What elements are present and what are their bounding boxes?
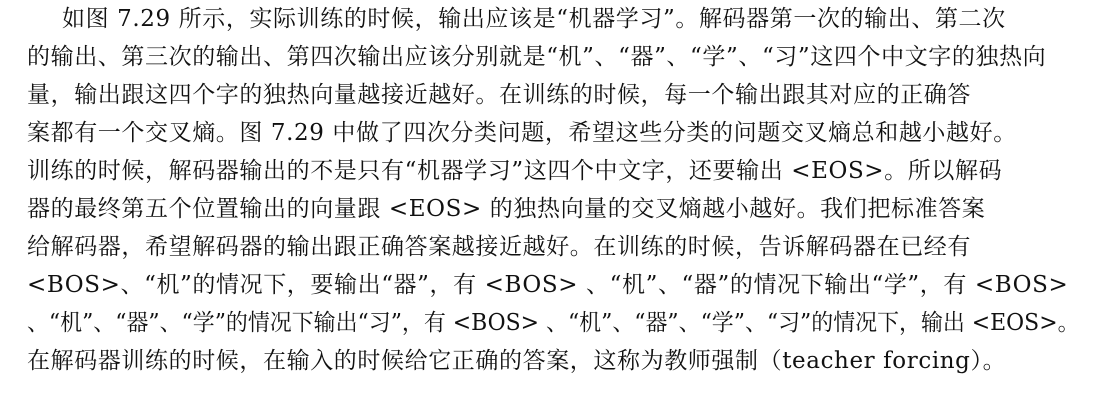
text-line: 给解码器，希望解码器的输出跟正确答案越接近越好。在训练的时候，告诉解码器在已经有 — [27, 234, 971, 260]
text-line: 量，输出跟这四个字的独热向量越接近越好。在训练的时候，每一个输出跟其对应的正确答 — [27, 82, 971, 108]
text-line: 在解码器训练的时候，在输入的时候给它正确的答案，这称为教师强制（teacher forcing）。 — [27, 348, 1007, 374]
text-line: <BOS>、“机”的情况下，要输出“器”，有 <BOS> 、“机”、“器”的情况下输出“学”，有 <BOS> — [27, 272, 1069, 298]
text-line: 案都有一个交叉熵。图 7.29 中做了四次分类问题，希望这些分类的问题交叉熵总和越小越好。 — [27, 120, 1017, 146]
text-line: 的输出、第三次的输出、第四次输出应该分别就是“机”、“器”、“学”、“习”这四个中文字的独热向 — [27, 44, 1047, 70]
text-line: 训练的时候，解码器输出的不是只有“机器学习”这四个中文字，还要输出 <EOS>。所以解码 — [27, 158, 1003, 184]
text-line: 、“机”、“器”、“学”的情况下输出“习”，有 <BOS> 、“机”、“器”、“学”、“习”的情况下，输出 <EOS>。 — [27, 310, 1080, 336]
text-line: 如图 7.29 所示，实际训练的时候，输出应该是“机器学习”。解码器第一次的输出、第二次 — [62, 6, 1006, 32]
text-line: 器的最终第五个位置输出的向量跟 <EOS> 的独热向量的交叉熵越小越好。我们把标准答案 — [27, 196, 986, 222]
